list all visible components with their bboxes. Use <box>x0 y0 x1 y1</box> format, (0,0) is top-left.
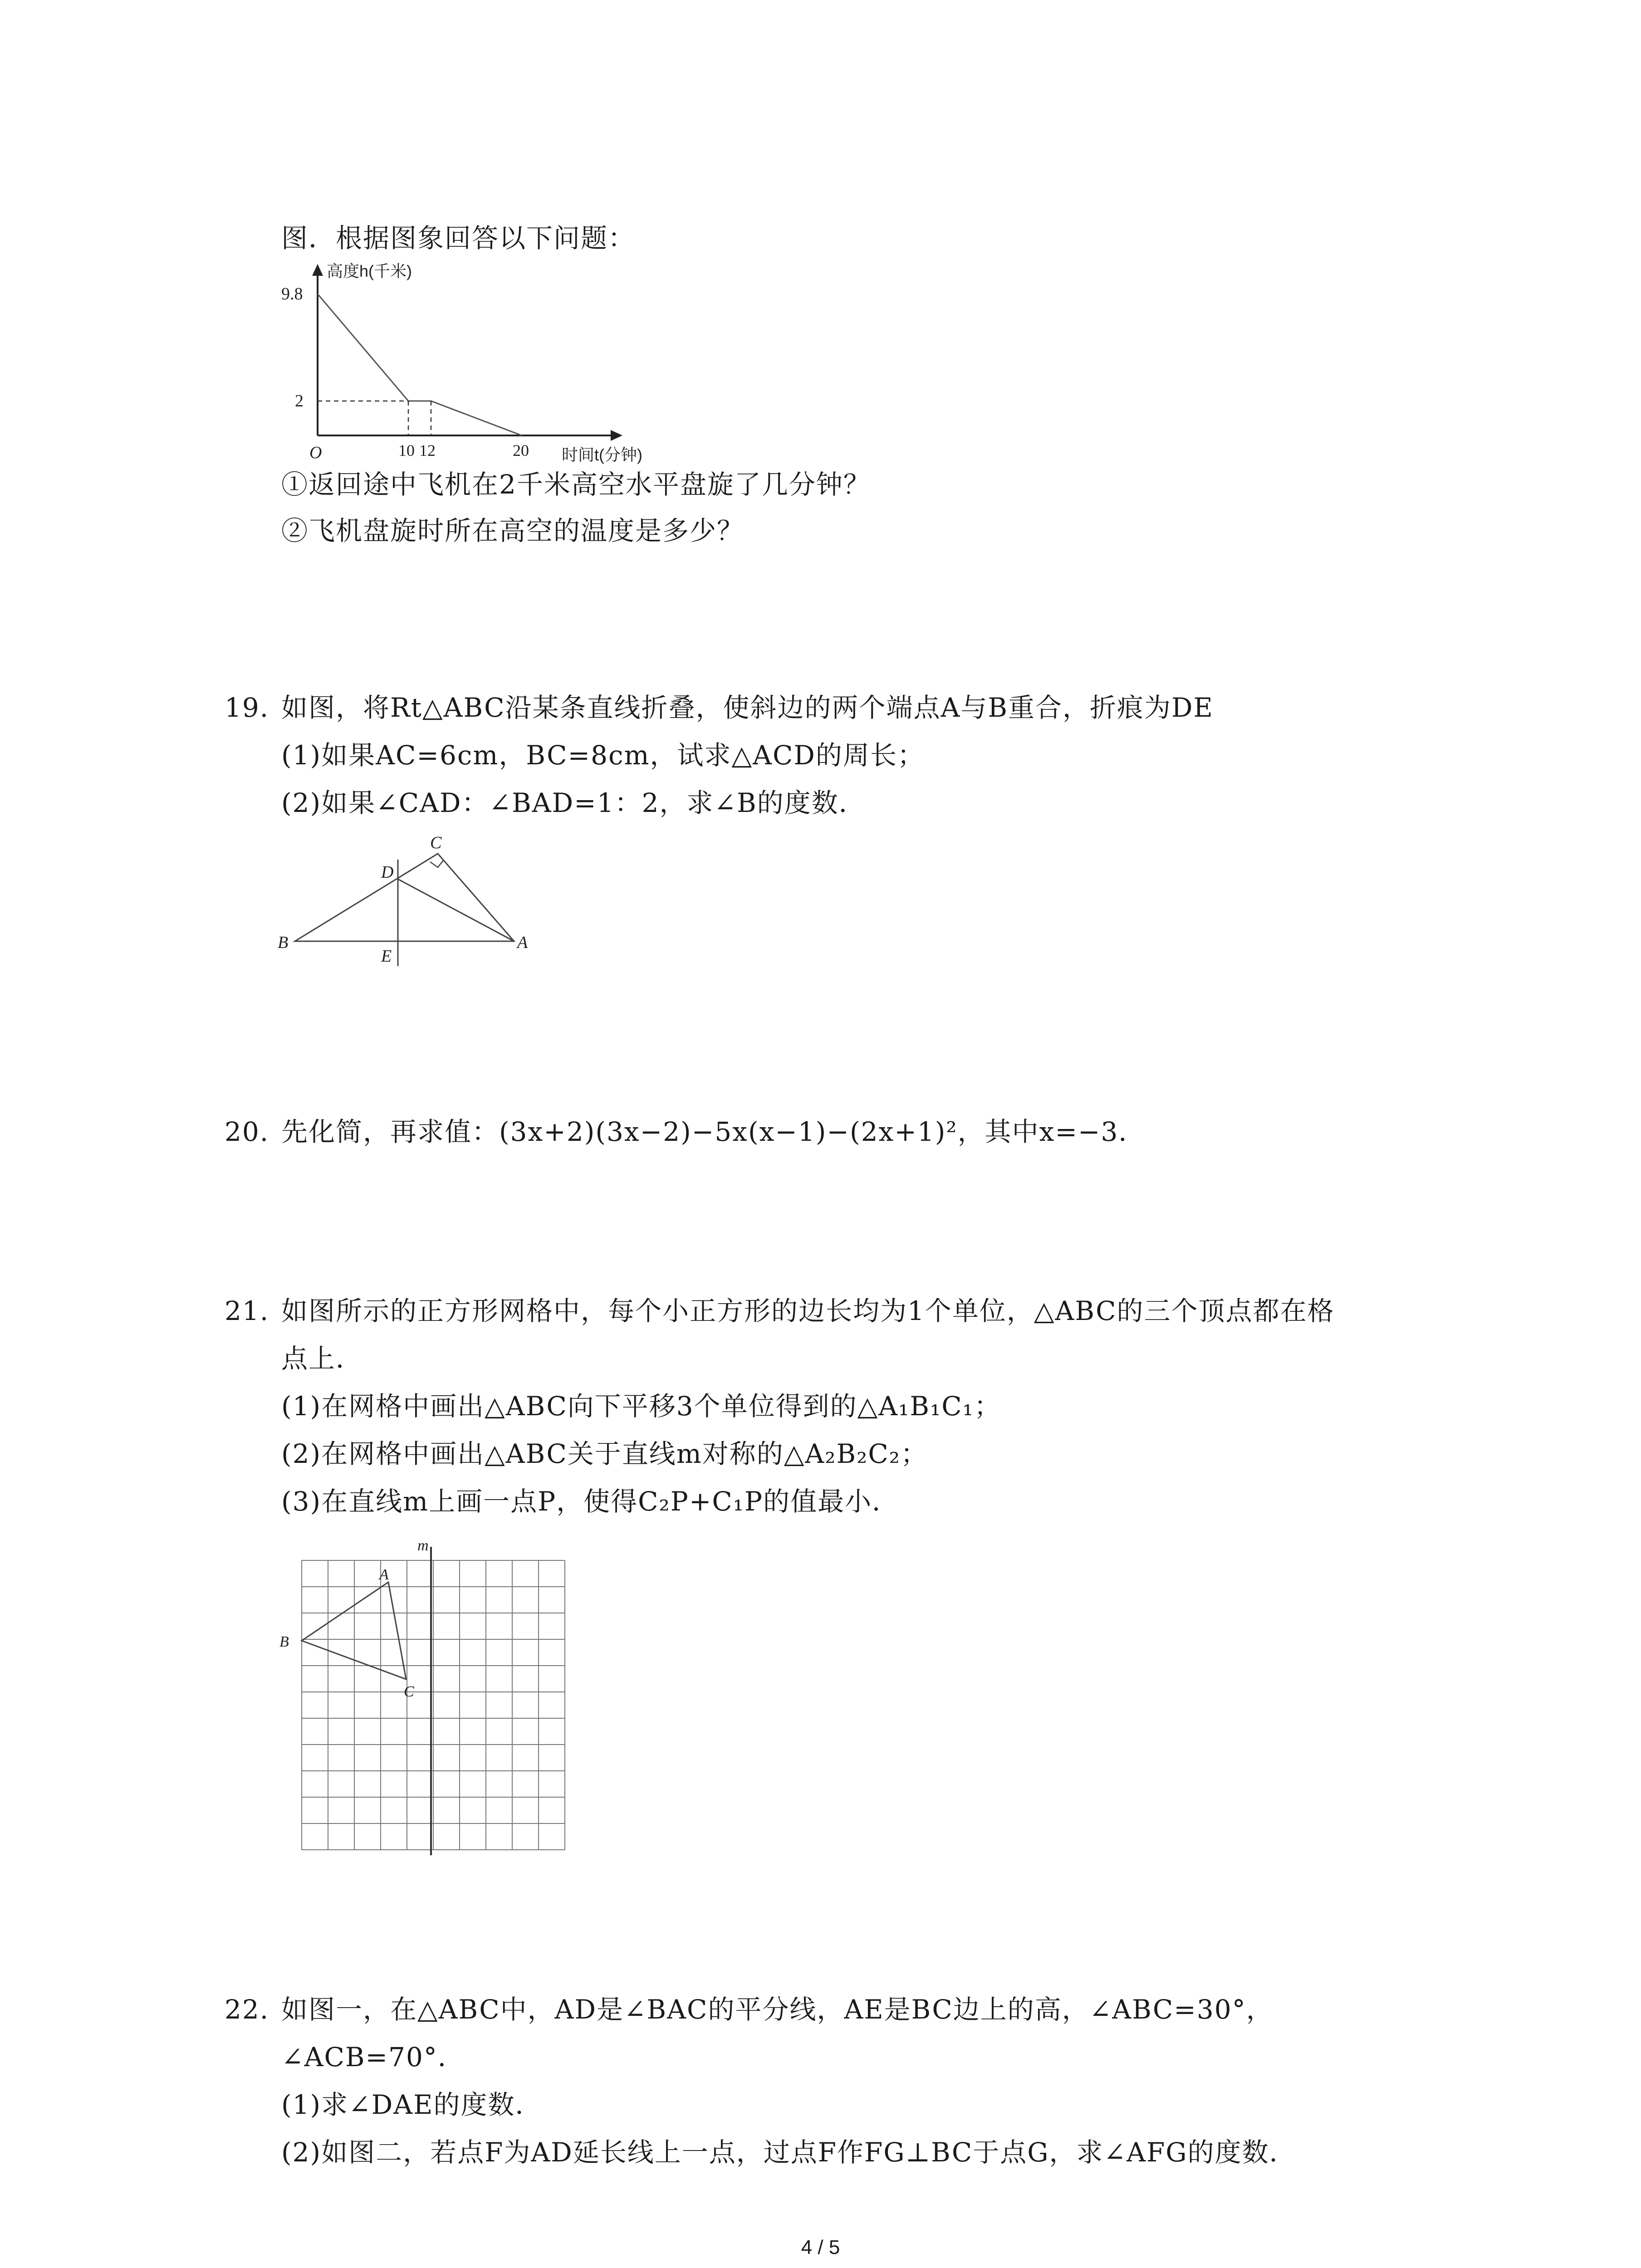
y-axis-label: 高度h(千米) <box>327 262 412 280</box>
q22-part-1: (1)求∠DAE的度数． <box>281 2089 543 2120</box>
q21-stem-line1: 如图所示的正方形网格中，每个小正方形的边长均为1个单位，△ABC的三个顶点都在格 <box>281 1295 1335 1326</box>
q19-stem: 如图，将Rt△ABC沿某条直线折叠，使斜边的两个端点A与B重合，折痕为DE <box>281 692 1214 723</box>
label-e: E <box>381 947 392 966</box>
label-a: A <box>517 933 528 952</box>
q21-stem-line2: 点上． <box>281 1343 363 1374</box>
q21-part-1: (1)在网格中画出△ABC向下平移3个单位得到的△A₁B₁C₁； <box>281 1391 1001 1422</box>
y-axis-arrow <box>312 264 323 276</box>
q18-part-1: ①返回途中飞机在2千米高空水平盘旋了几分钟？ <box>281 469 871 500</box>
x-tick-20: 20 <box>513 441 529 459</box>
x-tick-10: 10 <box>398 441 415 459</box>
q18-part-2: ②飞机盘旋时所在高空的温度是多少？ <box>281 515 745 546</box>
q20-stem: 先化简，再求值：(3x+2)(3x−2)−5x(x−1)−(2x+1)²，其中x=−3． <box>281 1116 1146 1147</box>
q19-part-1: (1)如果AC=6cm，BC=8cm，试求△ACD的周长； <box>281 740 925 771</box>
label-m: m <box>417 1538 429 1554</box>
q22-part-2: (2)如图二，若点F为AD延长线上一点，过点F作FG⊥BC于点G，求∠AFG的度数． <box>281 2137 1297 2168</box>
x-axis-arrow <box>611 430 622 441</box>
height-time-graph <box>281 254 690 467</box>
label-b: B <box>279 1633 289 1650</box>
label-a: A <box>379 1566 389 1583</box>
q19-part-2: (2)如果∠CAD：∠BAD=1：2，求∠B的度数． <box>281 787 866 818</box>
q21-number: 21. <box>225 1295 269 1326</box>
label-c: C <box>404 1683 414 1700</box>
y-tick-9-8: 9.8 <box>281 284 303 303</box>
origin-label: O <box>309 443 322 462</box>
y-tick-2: 2 <box>295 391 304 411</box>
label-d: D <box>381 863 394 882</box>
right-angle-mark <box>430 860 443 867</box>
x-axis-label: 时间t(分钟) <box>562 445 642 464</box>
q19-number: 19. <box>225 692 269 723</box>
q22-stem-line1: 如图一，在△ABC中，AD是∠BAC的平分线，AE是BC边上的高，∠ABC=30°， <box>281 1994 1274 2025</box>
label-b: B <box>278 933 289 952</box>
height-curve <box>318 294 522 435</box>
page-number: 4 / 5 <box>801 2236 840 2258</box>
intro-text: 图．根据图象回答以下问题： <box>281 223 636 254</box>
label-c: C <box>430 833 442 852</box>
q21-part-3: (3)在直线m上画一点P，使得C₂P+C₁P的值最小． <box>281 1486 900 1517</box>
grid-lines <box>302 1560 565 1850</box>
q19-triangle-figure <box>272 826 544 971</box>
q21-grid-figure <box>272 1538 581 1864</box>
triangle-abc <box>295 854 514 941</box>
x-tick-12: 12 <box>419 441 436 459</box>
q21-part-2: (2)在网格中画出△ABC关于直线m对称的△A₂B₂C₂； <box>281 1438 928 1469</box>
q22-stem-line2: ∠ACB=70°． <box>281 2042 465 2072</box>
q22-number: 22. <box>225 1994 269 2025</box>
segment-ad <box>398 879 514 941</box>
q20-number: 20. <box>225 1116 269 1147</box>
